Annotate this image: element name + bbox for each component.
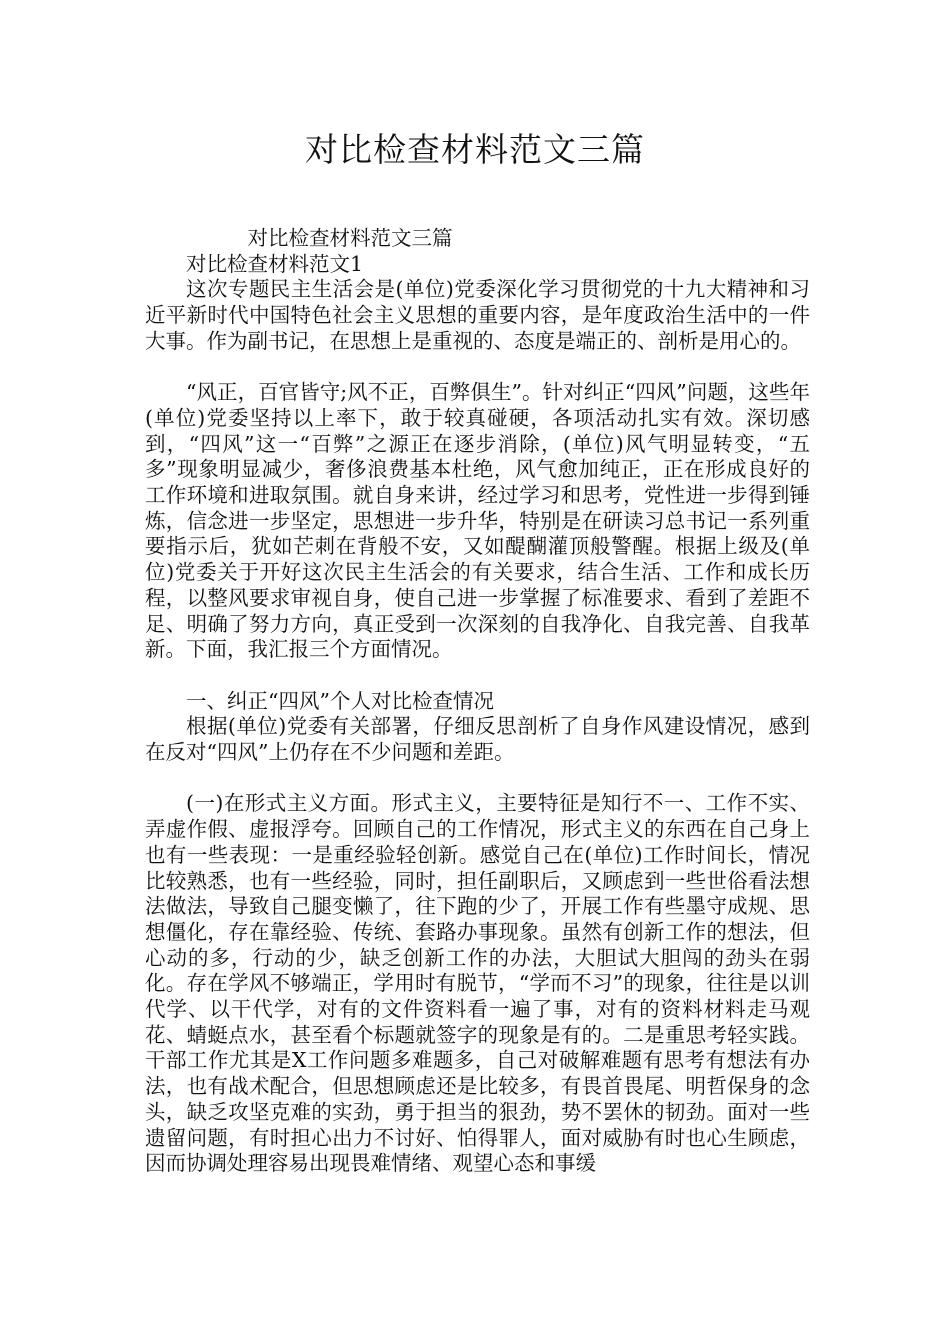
- paragraph-1: 这次专题民主生活会是(单位)党委深化学习贯彻党的十九大精神和习近平新时代中国特色社会主义思想的重要内容，是年度政治生活中的一件大事。作为副书记，在思想上是重视的、态度是端正的、剖析是用心的。: [145, 277, 810, 353]
- document-title: 对比检查材料范文三篇: [305, 130, 645, 169]
- paragraph-2: “风正，百官皆守;风不正，百弊俱生”。针对纠正“四风”问题，这些年(单位)党委坚持以上率下，敢于较真碰硬，各项活动扎实有效。深切感到，“四风”这一“百弊”之源正在逐步消除，(单位)风气明显转变，“五多”现象明显减少，奢侈浪费基本杜绝，风气愈加纯正，正在形成良好的工作环境和进取氛围。就自身来讲，经过学习和思考，党性进一步得到锤炼，信念进一步坚定，思想进一步升华，特别是在研读习总书记一系列重要指示后，犹如芒刺在背般不安，又如醍醐灌顶般警醒。根据上级及(单位)党委关于开好这次民主生活会的有关要求，结合生活、工作和成长历程，以整风要求审视自身，使自己进一步掌握了标准要求、看到了差距不足、明确了努力方向，真正受到一次深刻的自我净化、自我完善、自我革新。下面，我汇报三个方面情况。: [145, 380, 810, 662]
- paragraph-3: 根据(单位)党委有关部署，仔细反思剖析了自身作风建设情况，感到在反对“四风”上仍存在不少问题和差距。: [145, 714, 810, 765]
- section-title: 对比检查材料范文1: [186, 251, 364, 276]
- paragraph-4: (一)在形式主义方面。形式主义，主要特征是知行不一、工作不实、弄虚作假、虚报浮夸。回顾自己的工作情况，形式主义的东西在自己身上也有一些表现：一是重经验轻创新。感觉自己在(单位)工作时间长，情况比较熟悉，也有一些经验，同时，担任副职后，又顾虑到一些世俗看法想法做法，导致自己腿变懒了，往下跑的少了，开展工作有些墨守成规、思想僵化，存在靠经验、传统、套路办事现象。虽然有创新工作的想法，但心动的多，行动的少，缺乏创新工作的办法，大胆试大胆闯的劲头在弱化。存在学风不够端正，学用时有脱节，“学而不习”的现象，往往是以训代学、以干代学，对有的文件资料看一遍了事，对有的资料材料走马观花、蜻蜓点水，甚至看个标题就签字的现象是有的。二是重思考轻实践。干部工作尤其是X工作问题多难题多，自己对破解难题有思考有想法有办法，也有战术配合，但思想顾虑还是比较多，有畏首畏尾、明哲保身的念头，缺乏攻坚克难的实劲，勇于担当的狠劲，势不罢休的韧劲。面对一些遗留问题，有时担心出力不讨好、怕得罪人，面对威胁有时也心生顾虑，因而协调处理容易出现畏难情绪、观望心态和事缓: [145, 791, 810, 1176]
- section-heading-1: 一、纠正“四风”个人对比检查情况: [186, 688, 494, 713]
- document-body: [145, 226, 810, 1177]
- document-subtitle: 对比检查材料范文三篇: [247, 226, 453, 250]
